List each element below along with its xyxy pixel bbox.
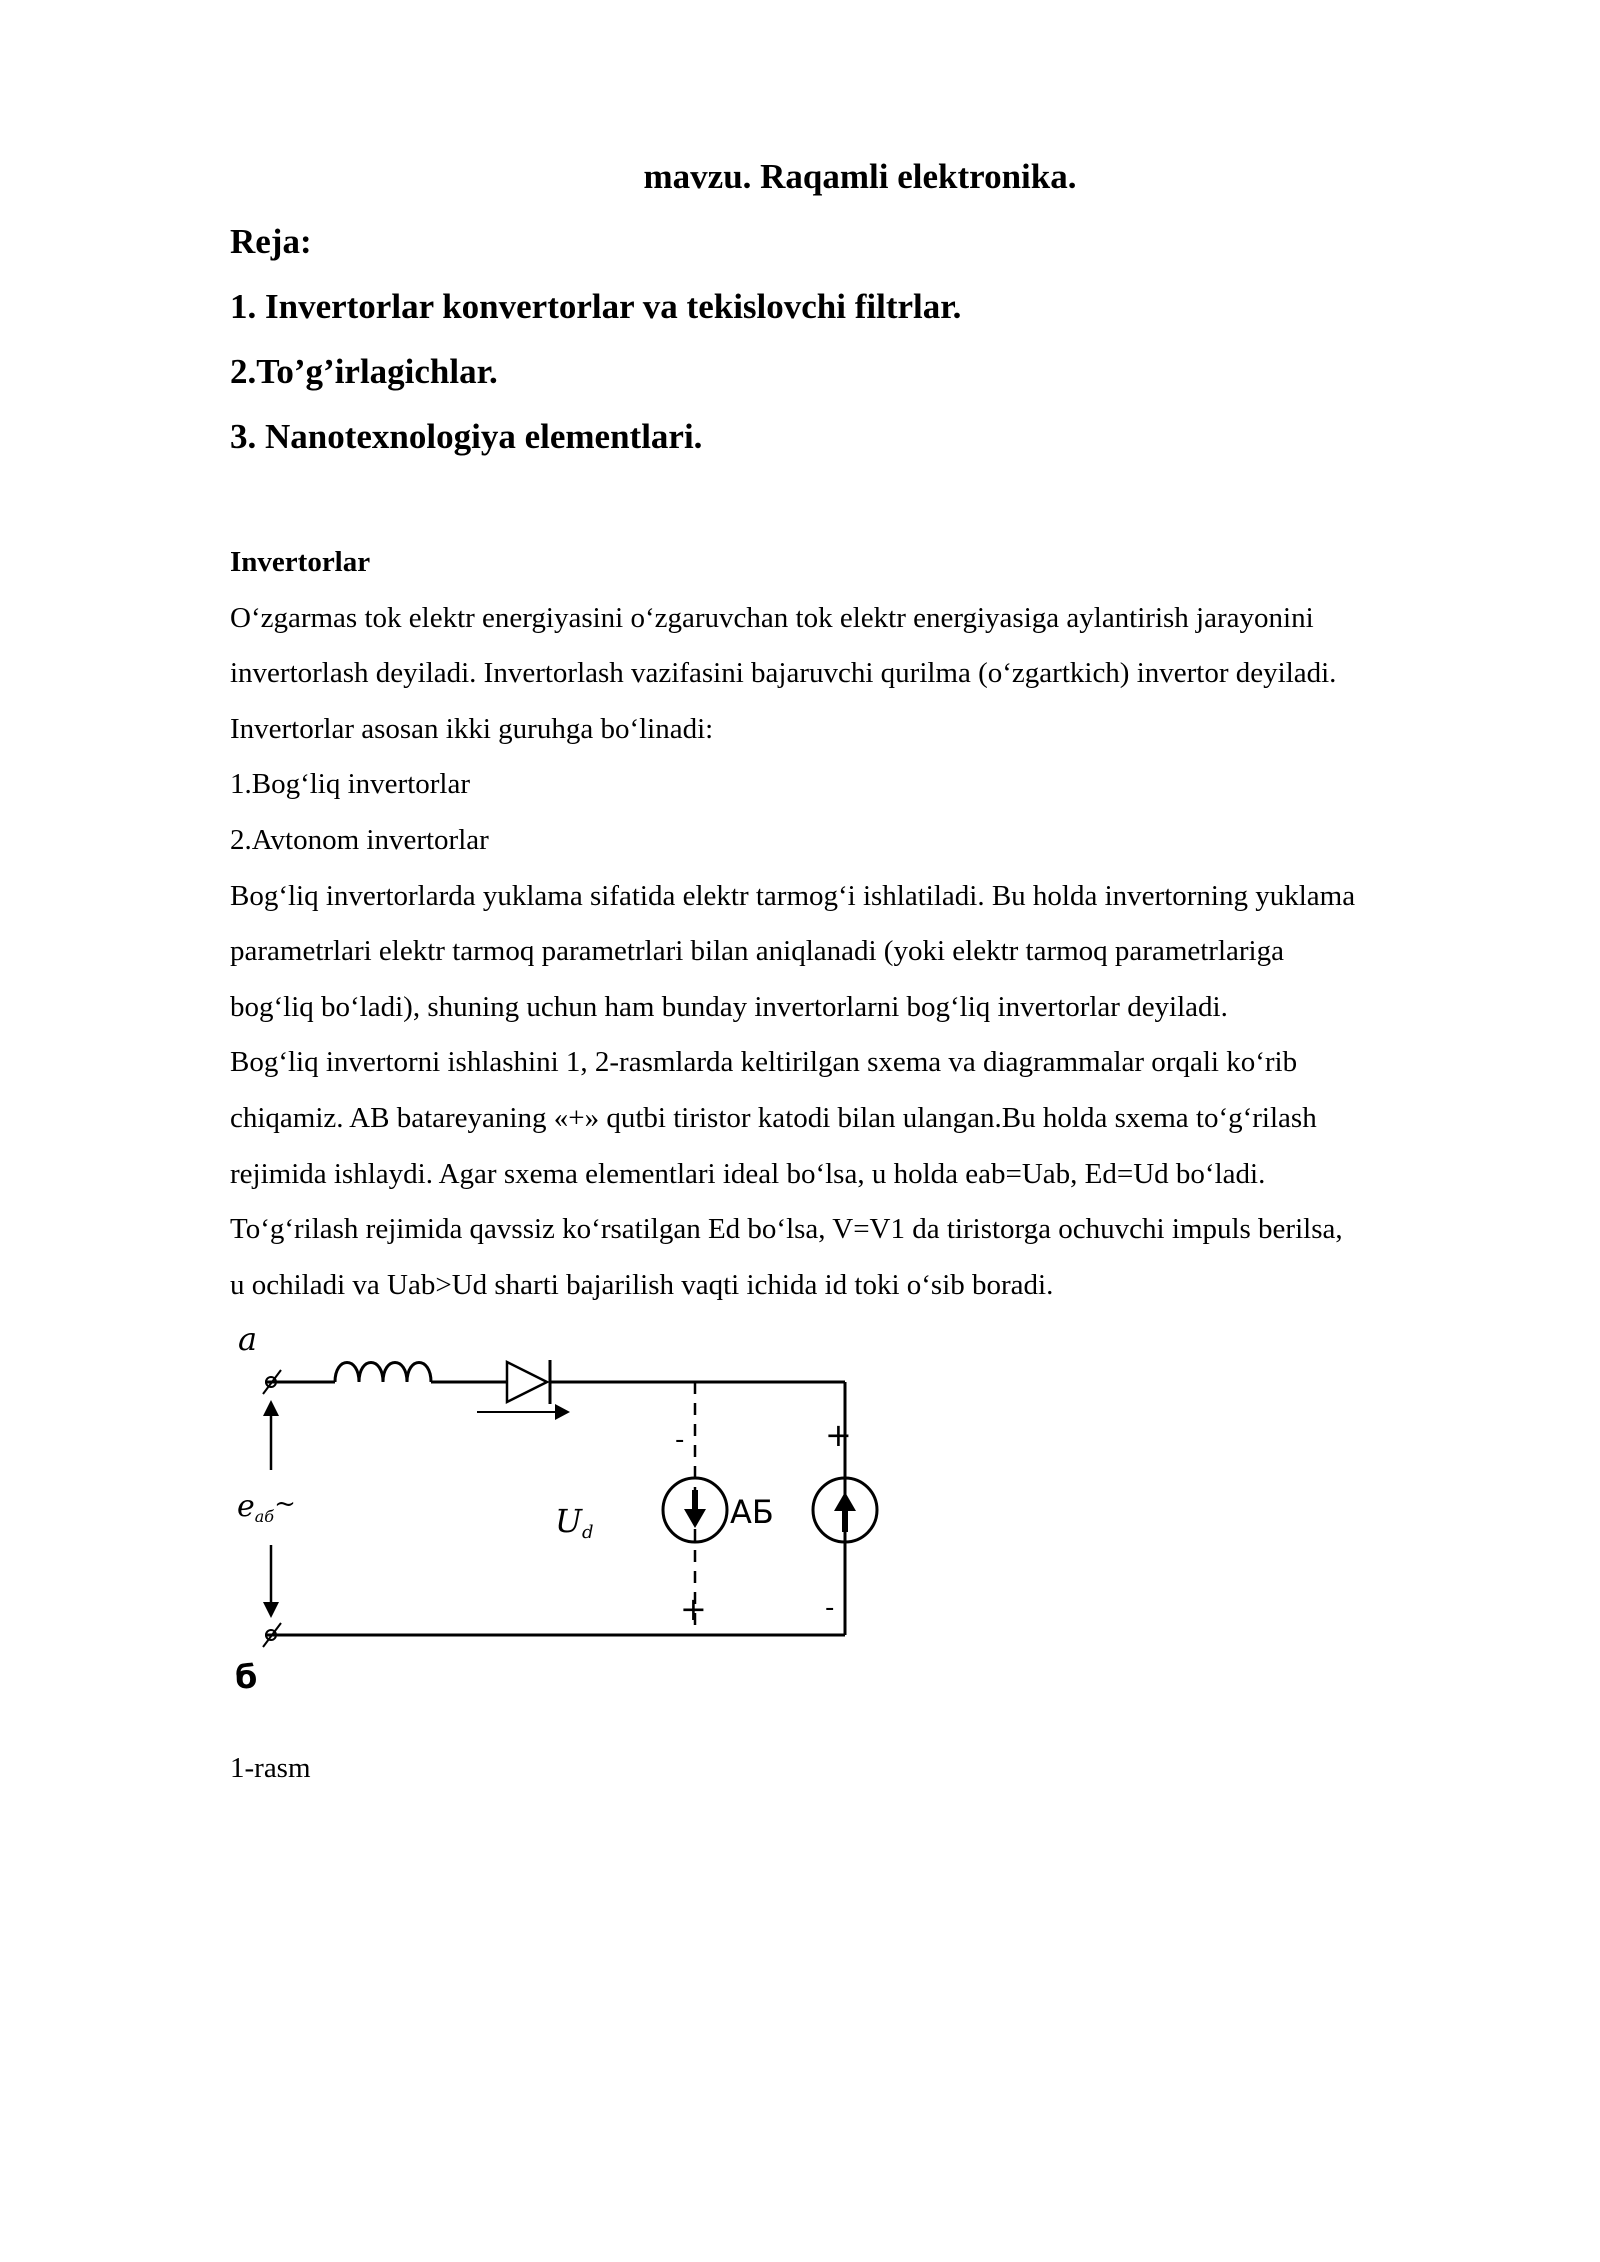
paragraph-line-10: chiqamiz. AB batareyaning «+» qutbi tiristor katodi bilan ulangan.Bu holda sxema to‘g‘rilash [230, 1101, 1317, 1134]
paragraph-line-4: 1.Bog‘liq invertorlar [230, 768, 471, 801]
plan-heading: Reja: [230, 222, 312, 261]
paragraph-line-11: rejimida ishlaydi. Agar sxema elementlari ideal bo‘lsa, u holda eab=Uab, Ed=Ud bo‘ladi. [230, 1157, 1266, 1190]
label-minus-top: - [675, 1425, 685, 1455]
source-up-head [834, 1492, 856, 1511]
paragraph-line-9: Bog‘liq invertorni ishlashini 1, 2-rasmlarda keltirilgan sxema va diagrammalar orqali ko‘rib [230, 1046, 1298, 1079]
label-ud [555, 1502, 594, 1543]
paragraph-line-12: To‘g‘rilash rejimida qavssiz ko‘rsatilgan Ed bo‘lsa, V=V1 da tiristorga ochuvchi impuls berilsa, [230, 1213, 1343, 1246]
label-ab: AБ [730, 1493, 774, 1531]
plan-item-2: 2.To’g’irlagichlar. [230, 352, 498, 391]
section-heading: Invertorlar [230, 546, 371, 578]
label-eab-sub: aб [254, 1507, 275, 1526]
paragraph-line-2: invertorlash deyiladi. Invertorlash vazifasini bajaruvchi qurilma (o‘zgartkich) invertor deyiladi. [230, 657, 1337, 690]
label-b: б [235, 1658, 258, 1696]
paragraph-line-13: u ochiladi va Uab>Ud sharti bajarilish vaqti ichida id toki o‘sib boradi. [230, 1268, 1054, 1301]
document-title: mavzu. Raqamli elektronika. [643, 157, 1077, 196]
label-eab [237, 1489, 296, 1526]
label-eab-main: e [237, 1489, 255, 1524]
label-ud-main: U [555, 1502, 582, 1540]
circuit-diagram [225, 1320, 905, 1710]
label-eab-tilde: ~ [274, 1489, 296, 1519]
paragraph-line-3: Invertorlar asosan ikki guruhga bo‘linadi: [230, 712, 714, 745]
figure-caption: 1-rasm [230, 1752, 311, 1784]
inductor [335, 1363, 431, 1383]
label-a: a [238, 1320, 258, 1358]
paragraph-line-5: 2.Avtonom invertorlar [230, 823, 489, 856]
body-text [230, 539, 1560, 1317]
source-up-stem [842, 1510, 848, 1532]
paragraph-line-6: Bog‘liq invertorlarda yuklama sifatida elektr tarmog‘i ishlatiladi. Bu holda invertorning yuklama [230, 879, 1356, 912]
paragraph-line-7: parametrlari elektr tarmoq parametrlari bilan aniqlanadi (yoki elektr tarmoq parametrlariga [230, 935, 1284, 968]
plan-item-1: 1. Invertorlar konvertorlar va tekislovchi filtrlar. [230, 287, 962, 326]
plan-list [230, 218, 961, 478]
eab-arrowhead-up [263, 1400, 279, 1416]
thyristor-symbol [507, 1362, 547, 1402]
paragraph-line-8: bog‘liq bo‘ladi), shuning uchun ham bunday invertorlarni bog‘liq invertorlar deyiladi. [230, 990, 1228, 1023]
label-plus-bottom: + [680, 1590, 707, 1628]
source-down-stem [692, 1490, 698, 1512]
label-plus-top: + [825, 1416, 852, 1454]
label-minus-bottom: - [825, 1593, 835, 1623]
paragraph-line-1: O‘zgarmas tok elektr energiyasini o‘zgaruvchan tok elektr energiyasiga aylantirish jarayonini [230, 601, 1314, 634]
label-ud-sub: d [581, 1522, 594, 1543]
eab-arrowhead-down [263, 1602, 279, 1618]
gate-arrowhead [555, 1404, 570, 1420]
source-down-head [684, 1509, 706, 1528]
plan-item-3: 3. Nanotexnologiya elementlari. [230, 417, 703, 456]
